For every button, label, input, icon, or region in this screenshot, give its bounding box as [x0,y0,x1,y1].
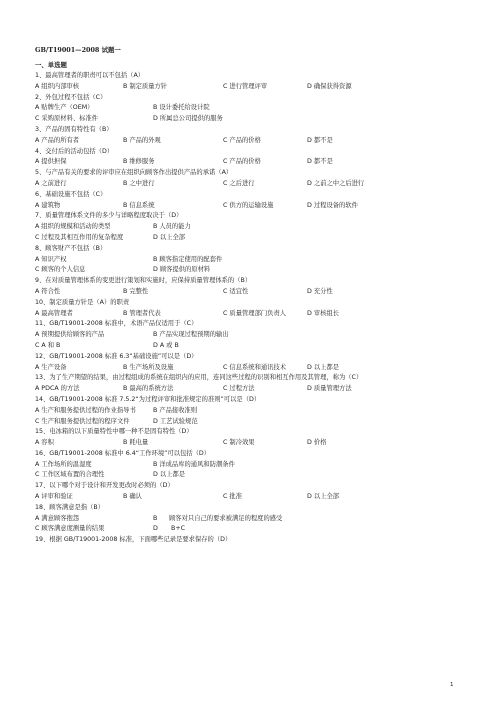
question-text: 8、顾客财产不包括（B） [35,244,107,252]
option-text: B 耗电量 [123,439,149,447]
question-text: 10、制定质量方针是（A）的职责 [35,298,130,306]
option-text: B 确认 [123,493,142,501]
option-text: A 最高管理者 [35,309,73,317]
question-line [35,93,475,104]
option-text: B 完整性 [123,287,149,295]
option-text: D 以上都是 [307,363,340,371]
section-heading: 一、单选题 [35,61,67,69]
question-line [35,125,475,136]
option-text: B 生产场所及设施 [123,363,174,371]
question-line [35,481,475,492]
question-line [35,211,475,222]
question-text: 18、顾客满意是指（B） [35,503,105,511]
option-text: B 设计委托给设计院 [153,104,210,112]
option-text: B [153,514,158,522]
option-text: B 最高的系统方法 [123,385,174,393]
question-line [35,190,475,201]
options-line [35,492,475,503]
option-text: C 过程及其相互作用的复杂程度 [35,233,124,241]
question-text: 19、根据 GB/T19001-2008 标准，下面哪些记录是要求保存的（D） [35,536,232,544]
option-text: B 产品实现过程预期的输出 [153,331,229,339]
option-text: C 顾客的个人信息 [35,266,86,274]
option-text: B 信息系统 [123,201,155,209]
option-text: B 维修服务 [123,158,155,166]
options-line [35,136,475,147]
option-text: D 工艺试验规范 [153,417,198,425]
question-text: 13、为了生产期望的结果，由过程组成的系统在组织内的应用，连同这些过程的识别和相互作用及其管理，称为（C） [35,374,363,382]
question-line [35,168,475,179]
options-line [35,255,475,266]
option-text: A 贴牌生产（OEM） [35,104,94,112]
question-line [35,503,475,514]
option-text: A 组织内部审核 [35,82,80,90]
option-text: B 管理者代表 [123,309,161,317]
option-text: D 以上全部 [307,493,340,501]
options-line [35,341,475,352]
options-line [35,265,475,276]
question-line [35,298,475,309]
options-line [35,233,475,244]
option-text: A 符合性 [35,287,61,295]
options-line [35,222,475,233]
option-text: A 产品的所有者 [35,136,80,144]
options-line [35,406,475,417]
option-text: A 容积 [35,439,54,447]
question-text: 9、在对质量管理体系的变更进行策划和实施时，应保持质量管理体系的（B） [35,277,252,285]
option-text: C 产品的价格 [223,136,261,144]
option-text: 顾客对只自己的要求被满足的程度的感受 [169,514,283,522]
option-text: B 产品接收准则 [153,406,198,414]
question-line [35,449,475,460]
option-text: D 所属总公司提供的服务 [153,115,223,123]
option-text: D 以上全部 [153,233,186,241]
options-line [35,103,475,114]
options-line [35,524,475,535]
question-line [35,427,475,438]
question-text: 12、GB/T19001-2008 标准 6.3“基础设施”可以是（D） [35,352,198,360]
option-text: B 之中进行 [123,179,155,187]
option-text: D 审核组长 [307,309,340,317]
option-text: D 顾客提供的原材料 [153,266,211,274]
question-text: 11、GB/T19001-2008 标准中，术语产品仅适用于（C） [35,320,198,328]
option-text: C 过程方法 [223,385,255,393]
option-text: A 知识产权 [35,255,67,263]
option-text: C 适宜性 [223,287,249,295]
question-line [35,352,475,363]
option-text: A 工作场所的温湿度 [35,460,92,468]
option-text: A 之前进行 [35,179,67,187]
document-title: GB/T19001—2008 试题一 [35,46,121,54]
options-line [35,330,475,341]
question-text: 16、GB/T19001-2008 标准中 6.4“工作环境”可以包括（D） [35,449,211,457]
options-line [35,363,475,374]
option-text: C 信息系统和通讯技术 [223,363,287,371]
option-text: C 采购原材料、标准件 [35,115,99,123]
option-text: C 工作区域布置的合理性 [35,471,105,479]
option-text: C 顾客满意度测量的结果 [35,525,105,533]
question-text: 2、外包过程不包括（C） [35,93,107,101]
question-text: 14、GB/T19001-2008 标准 7.5.2“为过程评审和批准规定的准则”可以是（D） [35,395,261,403]
question-line [35,395,475,406]
option-text: C 产品的价格 [223,158,261,166]
option-text: A 满意顾客抱怨 [35,514,80,522]
option-text: D A 或 B [153,341,179,349]
option-text: D 质量管理方法 [307,385,352,393]
question-line [35,244,475,255]
option-text: B 顾客指定使用的配套件 [153,255,223,263]
options-line [35,179,475,190]
option-text: B 产品的外观 [123,136,161,144]
question-line [35,147,475,158]
option-text: D 价格 [307,439,327,447]
question-line [35,319,475,330]
options-line [35,417,475,428]
option-text: A 建筑物 [35,201,61,209]
options-line [35,82,475,93]
option-text: D 充分性 [307,287,333,295]
option-text: A 预期提供给顾客的产品 [35,331,105,339]
option-text: A 组织的规模和活动的类型 [35,223,111,231]
option-text: C A 和 B [35,341,61,349]
option-text: C 制冷效果 [223,439,255,447]
question-text: 17、以下哪个对于设计和开发更改时必须的（D） [35,482,174,490]
question-line [35,535,475,546]
options-line [35,470,475,481]
page-number: 1 [450,682,454,688]
option-text: B+C [171,525,185,533]
option-text: B 人员的能力 [153,223,191,231]
options-line [35,287,475,298]
option-text: D 以上都是 [153,471,186,479]
question-text: 1、最高管理者的职责可以不包括（A） [35,72,145,79]
question-line [35,373,475,384]
option-text: C 进行管理评审 [223,82,268,90]
question-text: 6、基础设施不包括（C） [35,190,107,198]
question-text: 4、交付后的活动包括（D） [35,147,114,155]
question-text: 5、与产品有关的要求的评审应在组织向顾客作出提供产品的承诺（A） [35,169,233,177]
option-text: D 之前之中之后进行 [307,179,365,187]
option-text: A 提供担保 [35,158,67,166]
options-line [35,438,475,449]
option-text: D [153,525,158,533]
options-line [35,460,475,471]
options-line [35,114,475,125]
option-text: B 制定质量方针 [123,82,168,90]
option-text: C 供方的运输设施 [223,201,274,209]
option-text: C 批准 [223,493,242,501]
option-text: C 质量管理部门负责人 [223,309,287,317]
option-text: A PDCA 的方法 [35,385,80,393]
option-text: D 确保获得资源 [307,82,352,90]
question-line [35,71,475,82]
option-text: D 过程设备的软件 [307,201,358,209]
options-line [35,201,475,212]
options-line [35,514,475,525]
option-text: C 生产和服务提供过程的程序文件 [35,417,130,425]
option-text: B 洋成品库的通风和防潮条件 [153,460,235,468]
question-line [35,276,475,287]
option-text: A 生产设备 [35,363,67,371]
question-text: 3、产品的固有特性有（B） [35,125,113,133]
question-text: 15、电冰箱的以下质量特性中哪一种不是固有特性（D） [35,428,193,436]
question-list [35,71,475,546]
options-line [35,309,475,320]
options-line [35,157,475,168]
question-text: 7、质量管理体系文件的多少与详略程度取决于（D） [35,212,183,220]
option-text: C 之后进行 [223,179,255,187]
options-line [35,384,475,395]
option-text: D 都不是 [307,158,333,166]
option-text: D 都不是 [307,136,333,144]
option-text: A 生产和服务提供过程的作业指导书 [35,406,136,414]
option-text: A 评审和验证 [35,493,73,501]
